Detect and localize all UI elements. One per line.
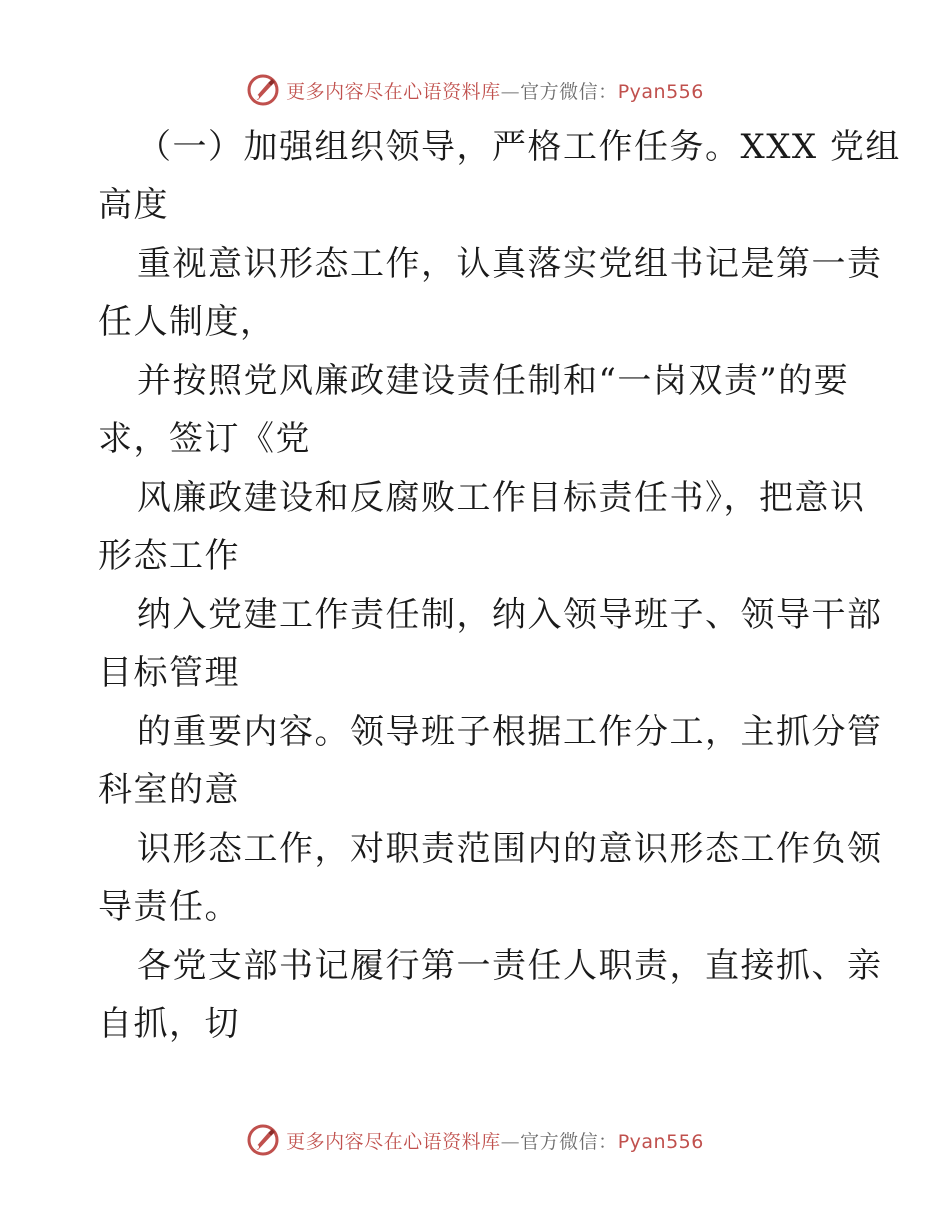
header-banner-inner <box>246 73 704 107</box>
footer-banner <box>0 1120 950 1160</box>
body-line: 并按照党风廉政建设责任制和“一岗双责”的要 <box>137 361 850 401</box>
body-line: 自抓，切 <box>98 1004 240 1044</box>
footer-banner-dash: — <box>500 1130 521 1153</box>
footer-banner-main: 更多内容尽在心语资料库 <box>286 1130 501 1153</box>
body-line: 识形态工作，对职责范围内的意识形态工作负领 <box>137 829 883 869</box>
footer-banner-wechat: Pyan556 <box>617 1130 704 1153</box>
header-banner-official: 官方微信： <box>520 80 618 103</box>
pen-circle-logo-icon <box>246 1123 280 1157</box>
header-banner-wechat: Pyan556 <box>617 80 704 103</box>
pen-circle-logo-icon <box>246 73 280 107</box>
body-line: 重视意识形态工作，认真落实党组书记是第一责 <box>137 244 883 284</box>
header-banner-text <box>286 77 704 104</box>
footer-banner-text <box>286 1127 704 1154</box>
body-line: 求，签订《党 <box>98 419 311 459</box>
footer-banner-official: 官方微信： <box>520 1130 618 1153</box>
header-banner-main: 更多内容尽在心语资料库 <box>286 80 501 103</box>
body-line: 科室的意 <box>98 770 240 810</box>
header-banner <box>0 70 950 110</box>
body-line: 目标管理 <box>98 653 240 693</box>
body-line: 导责任。 <box>98 887 240 927</box>
body-line: 的重要内容。领导班子根据工作分工，主抓分管 <box>137 712 883 752</box>
body-line: 高度 <box>98 185 169 225</box>
body-line: 任人制度， <box>98 302 276 342</box>
footer-banner-inner <box>246 1123 704 1157</box>
body-line: 风廉政建设和反腐败工作目标责任书》，把意识 <box>137 478 866 518</box>
body-line: （一）加强组织领导，严格工作任务。XXX 党组 <box>137 127 901 167</box>
header-banner-dash: — <box>500 80 521 103</box>
body-line: 纳入党建工作责任制，纳入领导班子、领导干部 <box>137 595 883 635</box>
body-line: 各党支部书记履行第一责任人职责，直接抓、亲 <box>137 946 883 986</box>
body-line: 形态工作 <box>98 536 240 576</box>
